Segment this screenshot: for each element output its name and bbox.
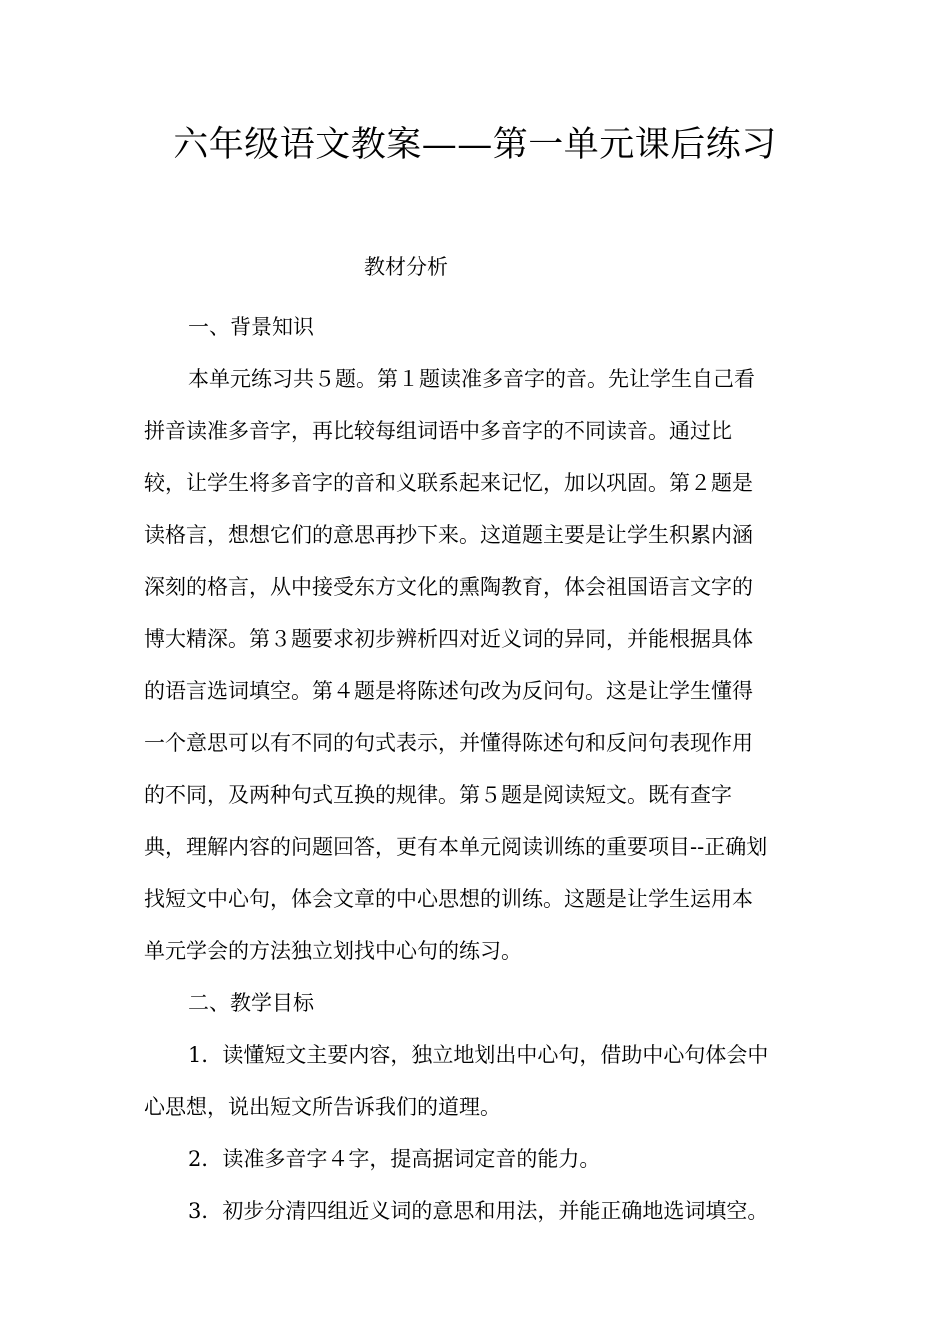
paragraph-line: 找短文中心句，体会文章的中心思想的训练。这题是让学生运用本 <box>144 887 753 911</box>
heading-goals: 二、教学目标 <box>188 991 314 1015</box>
paragraph-line: 本单元练习共５题。第１题读准多音字的音。先让学生自己看 <box>188 367 755 391</box>
paragraph-line: 一个意思可以有不同的句式表示，并懂得陈述句和反问句表现作用 <box>144 731 753 755</box>
paragraph-line: 拼音读准多音字，再比较每组词语中多音字的不同读音。通过比 <box>144 419 732 443</box>
goal-item-3: 3．初步分清四组近义词的意思和用法，并能正确地选词填空。 <box>188 1199 769 1223</box>
paragraph-line: 较，让学生将多音字的音和义联系起来记忆，加以巩固。第２题是 <box>144 471 753 495</box>
goal-item-1: 1．读懂短文主要内容，独立地划出中心句，借助中心句体会中 <box>188 1043 769 1067</box>
document-title: 六年级语文教案——第一单元课后练习 <box>173 125 777 165</box>
paragraph-line: 深刻的格言，从中接受东方文化的熏陶教育，体会祖国语言文字的 <box>144 575 753 599</box>
paragraph-line: 的不同，及两种句式互换的规律。第５题是阅读短文。既有查字 <box>144 783 732 807</box>
section-title: 教材分析 <box>364 255 448 279</box>
paragraph-line: 单元学会的方法独立划找中心句的练习。 <box>144 939 522 963</box>
goal-item-2: 2．读准多音字４字，提高据词定音的能力。 <box>188 1147 601 1171</box>
paragraph-line: 读格言，想想它们的意思再抄下来。这道题主要是让学生积累内涵 <box>144 523 753 547</box>
document-body <box>144 301 809 1237</box>
heading-background: 一、背景知识 <box>188 315 314 339</box>
goal-item-1-continued: 心思想，说出短文所告诉我们的道理。 <box>144 1095 501 1119</box>
paragraph-line: 典，理解内容的问题回答，更有本单元阅读训练的重要项目--正确划 <box>144 835 768 859</box>
paragraph-line: 博大精深。第３题要求初步辨析四对近义词的异同，并能根据具体 <box>144 627 753 651</box>
paragraph-line: 的语言选词填空。第４题是将陈述句改为反问句。这是让学生懂得 <box>144 679 753 703</box>
